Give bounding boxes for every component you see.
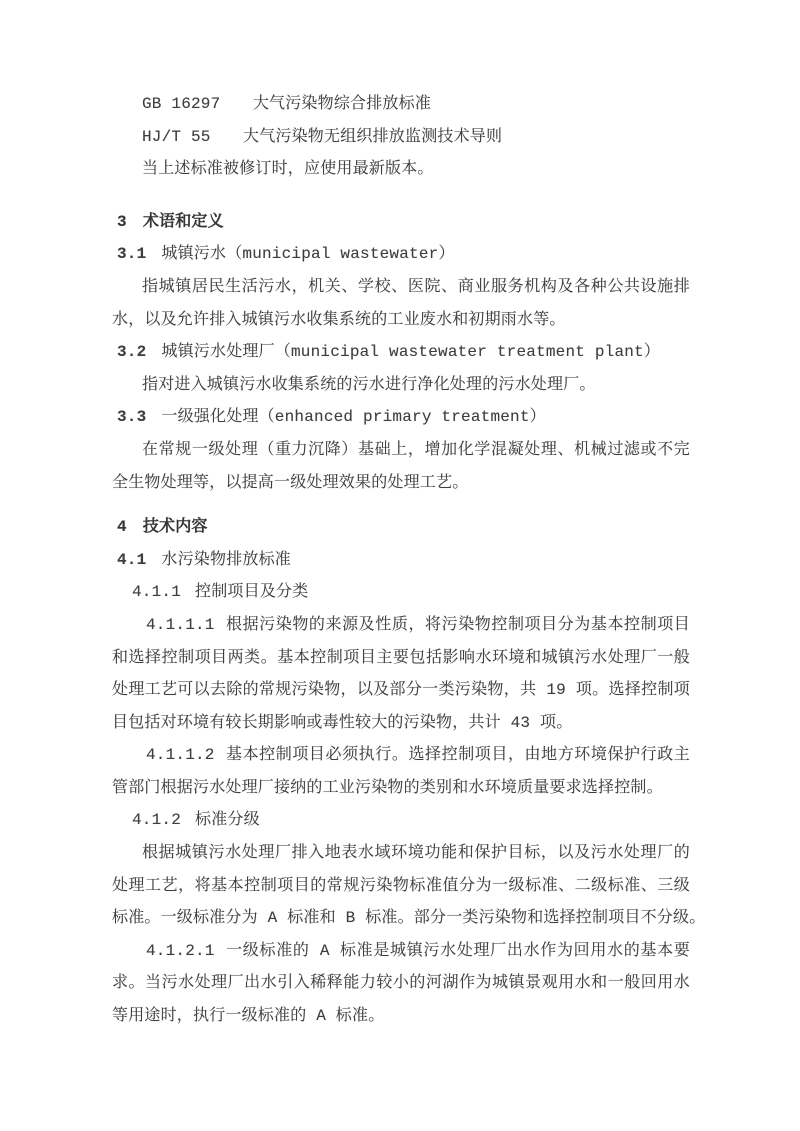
clause-text: 基本控制项目必须执行。选择控制项目，由地方环境保护行政主 — [225, 746, 690, 765]
clause-title: 控制项目及分类 — [195, 583, 309, 602]
section-heading — [112, 511, 690, 544]
body-line: 指城镇居民生活污水，机关、学校、医院、商业服务机构及各种公共设施排 — [142, 277, 690, 296]
subsection-number: 4.1 — [117, 550, 147, 569]
page-text-block — [112, 88, 706, 1033]
body-line: 求。当污水处理厂出水引入稀释能力较小的河湖作为城镇景观用水和一般回用水 — [112, 974, 690, 993]
clause-line — [112, 609, 690, 642]
section-number: 4 — [117, 518, 127, 537]
subsection-number: 3.3 — [117, 408, 147, 427]
subsection-number: 3.1 — [117, 245, 147, 264]
body-line: 等用途时，执行一级标准的 A 标准。 — [112, 1007, 385, 1026]
body-line: 当上述标准被修订时，应使用最新版本。 — [142, 160, 434, 179]
body-line: 目包括对环境有较长期影响或毒性较大的污染物，共计 43 项。 — [112, 713, 573, 732]
body-line: 在常规一级处理（重力沉降）基础上，增加化学混凝处理、机械过滤或不完 — [142, 440, 690, 459]
body-line: 水，以及允许排入城镇污水收集系统的工业废水和初期雨水等。 — [112, 310, 566, 329]
clause-line — [112, 935, 690, 968]
section-title: 术语和定义 — [142, 212, 224, 231]
body-line: 指对进入城镇污水收集系统的污水进行净化处理的污水处理厂。 — [142, 375, 596, 394]
clause-heading — [112, 576, 690, 609]
subsection-heading — [112, 544, 690, 577]
clause-text: 一级标准的 A 标准是城镇污水处理厂出水作为回用水的基本要 — [225, 941, 690, 960]
body-line: 处理工艺可以去除的常规污染物，以及部分一类污染物，共 19 项。选择控制项 — [112, 681, 690, 700]
reference-line: HJ/T 55 大气污染物无组织排放监测技术导则 — [142, 127, 503, 146]
clause-title: 标准分级 — [195, 811, 260, 830]
reference-line: GB 16297 大气污染物综合排放标准 — [142, 95, 432, 113]
body-line: 全生物处理等，以提高一级处理效果的处理工艺。 — [112, 473, 469, 492]
subsection-heading — [112, 336, 690, 369]
subsection-title: 城镇污水处理厂（municipal wastewater treatment plant） — [161, 343, 661, 362]
clause-line — [112, 739, 690, 772]
clause-text: 根据污染物的来源及性质，将污染物控制项目分为基本控制项目 — [225, 615, 690, 634]
subsection-heading — [112, 238, 690, 271]
body-line: 管部门根据污水处理厂接纳的工业污染物的类别和水环境质量要求选择控制。 — [112, 778, 663, 797]
clause-number: 4.1.1 — [132, 583, 182, 602]
section-title: 技术内容 — [142, 518, 208, 537]
clause-number: 4.1.2.1 — [146, 941, 215, 960]
clause-number: 4.1.2 — [132, 811, 182, 830]
clause-number: 4.1.1.2 — [146, 746, 215, 765]
subsection-number: 3.2 — [117, 343, 147, 362]
section-heading — [112, 206, 690, 239]
clause-number: 4.1.1.1 — [146, 615, 215, 634]
subsection-title: 一级强化处理（enhanced primary treatment） — [161, 408, 546, 427]
subsection-title: 城镇污水（municipal wastewater） — [161, 245, 455, 264]
subsection-title: 水污染物排放标准 — [161, 550, 292, 569]
body-line: 根据城镇污水处理厂排入地表水域环境功能和保护目标，以及污水处理厂的 — [142, 844, 690, 863]
clause-heading — [112, 804, 690, 837]
body-line: 处理工艺，将基本控制项目的常规污染物标准值分为一级标准、二级标准、三级 — [112, 876, 690, 895]
section-number: 3 — [117, 212, 127, 231]
body-line: 和选择控制项目两类。基本控制项目主要包括影响水环境和城镇污水处理厂一般 — [112, 648, 690, 667]
subsection-heading — [112, 401, 690, 434]
body-line: 标准。一级标准分为 A 标准和 B 标准。部分一类污染物和选择控制项目不分级。 — [112, 909, 706, 928]
